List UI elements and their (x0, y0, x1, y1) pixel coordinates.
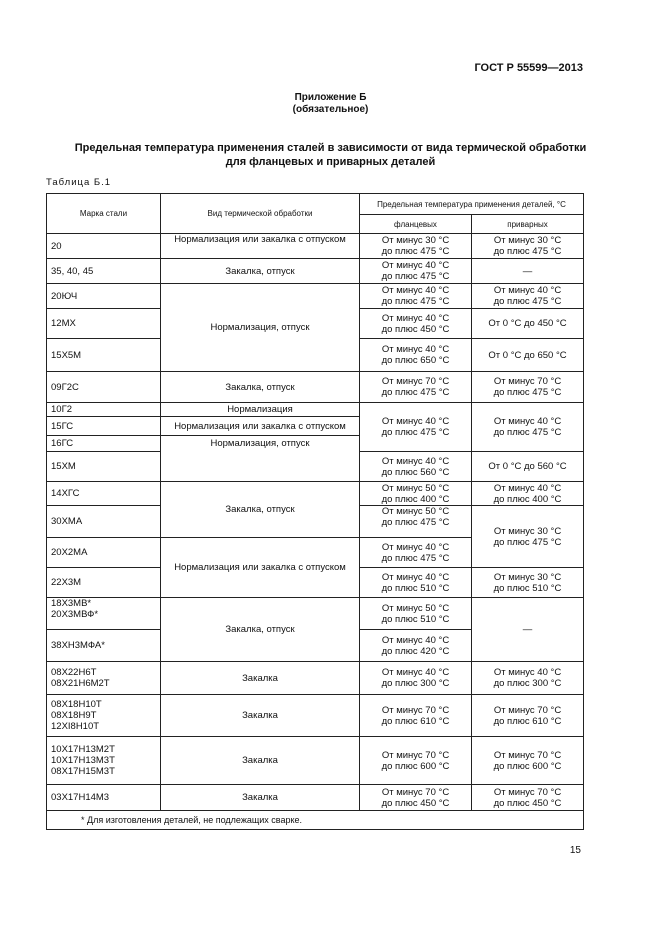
grade-cell (47, 598, 161, 630)
flange-temp-cell (360, 309, 472, 339)
treatment-cell: Закалка, отпуск (161, 482, 360, 538)
header-flange: фланцевых (360, 215, 472, 234)
temp-from: От минус 50 °С (381, 602, 450, 614)
temp-to: до плюс 450 °С (381, 797, 450, 809)
header-grade: Марка стали (47, 194, 161, 234)
grade-cell: 15ХМ (47, 452, 161, 482)
treatment-cell: Нормализация или закалка с отпуском (161, 417, 360, 436)
grade-line: 12ХI8Н10Т (51, 721, 100, 732)
grade-cell: 16ГС (47, 436, 161, 452)
grade-cell (47, 662, 161, 695)
temp-from: От минус 40 °С (381, 312, 450, 324)
table-row (47, 662, 584, 695)
temp-to: до плюс 400 °С (493, 493, 562, 505)
temp-to: до плюс 400 °С (381, 493, 450, 505)
welded-temp-cell (472, 785, 584, 811)
temp-from: От минус 70 °С (381, 704, 450, 716)
temp-to: до плюс 600 °С (381, 760, 450, 772)
grade-line: 18Х3МВ* (51, 598, 92, 609)
flange-temp-cell (360, 630, 472, 662)
temp-to: до плюс 450 °С (493, 797, 562, 809)
flange-temp-cell (360, 662, 472, 695)
grade-cell: 20ЮЧ (47, 284, 161, 309)
temp-to: до плюс 450 °С (381, 323, 450, 335)
temp-from: От минус 70 °С (493, 376, 562, 387)
table-row (47, 598, 584, 630)
table-header-row (47, 194, 584, 215)
temp-from: От минус 40 °С (381, 455, 450, 467)
grade-line: 08Х21Н6М2Т (51, 678, 110, 689)
temp-to: до плюс 300 °С (381, 678, 450, 689)
flange-temp-cell (360, 568, 472, 598)
header-treatment: Вид термической обработки (161, 194, 360, 234)
welded-temp-cell: От 0 °С до 450 °С (472, 309, 584, 339)
treatment-cell: Нормализация или закалка с отпуском (161, 234, 360, 259)
temp-from: От минус 30 °С (381, 235, 450, 246)
treatment-cell: Закалка, отпуск (161, 259, 360, 284)
temp-from: От минус 40 °С (381, 541, 450, 553)
flange-temp-cell (360, 259, 472, 284)
temp-from: От минус 40 °С (381, 571, 450, 583)
flange-temp-cell (360, 737, 472, 785)
grade-cell: 03Х17Н14М3 (47, 785, 161, 811)
temp-to: до плюс 475 °С (381, 552, 450, 564)
treatment-cell: Закалка (161, 785, 360, 811)
grade-cell: 38ХН3МФА* (47, 630, 161, 662)
grade-cell (47, 695, 161, 737)
temp-to: до плюс 510 °С (381, 582, 450, 594)
temp-to: до плюс 475 °С (381, 246, 450, 257)
treatment-cell: Закалка (161, 662, 360, 695)
temp-from: От минус 30 °С (493, 571, 562, 583)
temp-to: до плюс 420 °С (381, 645, 450, 657)
temp-to: до плюс 650 °С (381, 355, 450, 366)
footnote: * Для изготовления деталей, не подлежащих сварке. (47, 811, 584, 830)
flange-temp-cell (360, 234, 472, 259)
table-row (47, 403, 584, 417)
flange-temp-cell (360, 695, 472, 737)
grade-cell: 22Х3М (47, 568, 161, 598)
grade-line: 08Х18Н9Т (51, 710, 97, 721)
treatment-cell: Нормализация (161, 403, 360, 417)
temp-from: От минус 70 °С (381, 749, 450, 761)
table-row (47, 482, 584, 506)
welded-temp-cell (472, 403, 584, 452)
temp-from: От минус 40 °С (493, 416, 562, 427)
temp-to: до плюс 475 °С (381, 271, 450, 282)
welded-temp-cell (472, 372, 584, 403)
welded-temp-cell: От 0 °С до 560 °С (472, 452, 584, 482)
temp-to: до плюс 510 °С (493, 582, 562, 594)
header-welded: приварных (472, 215, 584, 234)
table-row (47, 372, 584, 403)
temp-from: От минус 30 °С (493, 525, 562, 537)
temp-to: до плюс 475 °С (381, 296, 450, 307)
temp-to: до плюс 610 °С (493, 715, 562, 727)
temp-from: От минус 30 °С (493, 235, 562, 246)
document-title (30, 141, 631, 169)
flange-temp-cell (360, 403, 472, 452)
flange-temp-cell (360, 339, 472, 372)
grade-cell: 12МХ (47, 309, 161, 339)
temp-from: От минус 40 °С (381, 634, 450, 646)
temp-to: до плюс 610 °С (381, 715, 450, 727)
temp-to: до плюс 475 °С (493, 536, 562, 548)
welded-temp-cell (472, 234, 584, 259)
flange-temp-cell (360, 284, 472, 309)
grade-line: 10Х17Н13М2Т (51, 744, 115, 755)
grade-cell: 10Г2 (47, 403, 161, 417)
temp-from: От минус 40 °С (493, 667, 562, 678)
grade-cell: 15Х5М (47, 339, 161, 372)
steel-temperature-table (46, 193, 584, 830)
table-row (47, 737, 584, 785)
standard-number: ГОСТ Р 55599—2013 (474, 62, 583, 74)
temp-from: От минус 70 °С (493, 749, 562, 761)
temp-to: до плюс 475 °С (493, 387, 562, 398)
flange-temp-cell (360, 785, 472, 811)
flange-temp-cell (360, 506, 472, 538)
welded-temp-cell: — (472, 259, 584, 284)
temp-from: От минус 70 °С (381, 376, 450, 387)
welded-temp-cell (472, 568, 584, 598)
flange-temp-cell (360, 452, 472, 482)
appendix-title: Приложение Б (294, 92, 367, 103)
temp-to: до плюс 475 °С (493, 427, 562, 438)
table-row (47, 785, 584, 811)
welded-temp-cell (472, 482, 584, 506)
grade-cell: 30ХМА (47, 506, 161, 538)
temp-from: От минус 40 °С (381, 667, 450, 678)
grade-cell: 35, 40, 45 (47, 259, 161, 284)
treatment-cell: Нормализация, отпуск (161, 436, 360, 482)
grade-cell: 20Х2МА (47, 538, 161, 568)
table-row (47, 695, 584, 737)
treatment-cell: Закалка, отпуск (161, 372, 360, 403)
welded-temp-cell (472, 506, 584, 568)
flange-temp-cell (360, 372, 472, 403)
temp-to: до плюс 560 °С (381, 466, 450, 478)
grade-line: 20Х3МВФ* (51, 609, 99, 620)
temp-to: до плюс 600 °С (493, 760, 562, 772)
page-number: 15 (569, 845, 581, 856)
temp-from: От минус 50 °С (381, 482, 450, 494)
treatment-cell: Закалка (161, 737, 360, 785)
welded-temp-cell: От 0 °С до 650 °С (472, 339, 584, 372)
temp-from: От минус 70 °С (493, 704, 562, 716)
temp-to: до плюс 475 °С (381, 427, 450, 438)
temp-from: От минус 40 °С (381, 285, 450, 296)
temp-to: до плюс 475 °С (381, 387, 450, 398)
grade-cell (47, 737, 161, 785)
welded-temp-cell (472, 662, 584, 695)
grade-line: 08Х18Н10Т (51, 699, 102, 710)
table-row (47, 234, 584, 259)
temp-to: до плюс 475 °С (381, 517, 450, 528)
treatment-cell: Закалка, отпуск (161, 598, 360, 662)
table-label: Таблица Б.1 (46, 177, 112, 188)
grade-cell: 14ХГС (47, 482, 161, 506)
welded-temp-cell (472, 737, 584, 785)
grade-line: 10Х17Н13М3Т (51, 755, 115, 766)
flange-temp-cell (360, 538, 472, 568)
document-title-line-2: для фланцевых и приварных деталей (225, 156, 436, 168)
welded-temp-cell (472, 284, 584, 309)
temp-from: От минус 40 °С (381, 260, 450, 271)
header-limit: Предельная температура применения деталей, °С (360, 194, 584, 215)
grade-cell: 09Г2С (47, 372, 161, 403)
welded-temp-cell (472, 695, 584, 737)
welded-temp-cell: — (472, 598, 584, 662)
temp-to: до плюс 510 °С (381, 613, 450, 625)
grade-line: 08Х22Н6Т (51, 667, 97, 678)
flange-temp-cell (360, 598, 472, 630)
temp-from: От минус 70 °С (381, 786, 450, 798)
grade-cell: 15ГС (47, 417, 161, 436)
footnote-row (47, 811, 584, 830)
temp-from: От минус 40 °С (493, 285, 562, 296)
temp-to: до плюс 475 °С (493, 296, 562, 307)
grade-cell: 20 (47, 234, 161, 259)
treatment-cell: Нормализация или закалка с отпуском (161, 538, 360, 598)
appendix-subtitle: (обязательное) (292, 104, 369, 115)
temp-from: От минус 40 °С (493, 482, 562, 494)
treatment-cell: Закалка (161, 695, 360, 737)
temp-from: От минус 40 °С (381, 344, 450, 355)
treatment-cell: Нормализация, отпуск (161, 284, 360, 372)
table-row (47, 284, 584, 309)
temp-from: От минус 40 °С (381, 416, 450, 427)
flange-temp-cell (360, 482, 472, 506)
temp-to: до плюс 300 °С (493, 678, 562, 689)
document-title-line-1: Предельная температура применения сталей в зависимости от вида термической обработки (74, 142, 587, 154)
temp-to: до плюс 475 °С (493, 246, 562, 257)
table-row (47, 259, 584, 284)
temp-from: От минус 50 °С (381, 506, 450, 517)
grade-line: 08Х17Н15М3Т (51, 766, 115, 777)
temp-from: От минус 70 °С (493, 786, 562, 798)
